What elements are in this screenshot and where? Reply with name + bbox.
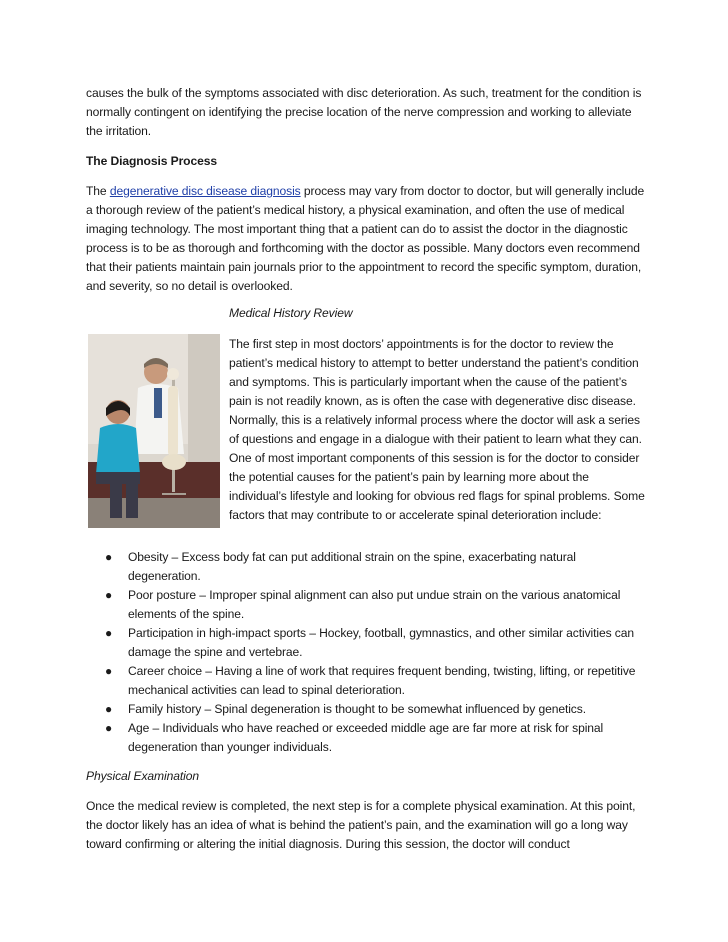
- diagnosis-rest: process may vary from doctor to doctor, but will generally include a thorough review of the patient’s medical history, a physical examination, and often the use of medical imaging technology. The most important thing that a patient can do to assist the doctor in the diagnostic process is to be as thorough and forthcoming with the doctor as possible. Many doctors even recommend that their patients maintain pain journals prior to the appointment to record the specific symptom, duration, and severity, so no detail is overlooked.: [86, 184, 645, 293]
- degenerative-disc-diagnosis-link[interactable]: degenerative disc disease diagnosis: [109, 184, 301, 198]
- list-item: [86, 662, 646, 700]
- diagnosis-heading: The Diagnosis Process: [86, 154, 217, 168]
- list-item-text: Participation in high-impact sports – Hockey, football, gymnastics, and other similar activities can damage the spine and vertebrae.: [128, 626, 634, 659]
- diagnosis-lead: The: [86, 184, 110, 198]
- list-item: [86, 719, 646, 757]
- bullet-icon: ●: [105, 702, 113, 716]
- list-item-text: Age – Individuals who have reached or exceeded middle age are far more at risk for spinal degeneration than younger individuals.: [128, 721, 604, 754]
- risk-factors-list: [86, 548, 646, 757]
- list-item: [86, 700, 646, 719]
- list-item: [86, 624, 646, 662]
- bullet-icon: ●: [105, 721, 113, 735]
- list-item-text: Career choice – Having a line of work that requires frequent bending, twisting, lifting, or repetitive mechanical activities can lead to spinal deterioration.: [128, 664, 636, 697]
- medical-history-heading: Medical History Review: [229, 306, 353, 320]
- list-item: [86, 548, 646, 586]
- physical-exam-heading: Physical Examination: [86, 769, 199, 783]
- list-item: [86, 586, 646, 624]
- intro-paragraph: causes the bulk of the symptoms associated with disc deterioration. As such, treatment for the condition is normally contingent on identifying the precise location of the nerve compression and working to alleviate the irritation.: [86, 86, 642, 138]
- diagnosis-paragraph: [86, 182, 646, 296]
- list-item-text: Poor posture – Improper spinal alignment can also put undue strain on the various anatomical elements of the spine.: [128, 588, 621, 621]
- doctor-patient-photo: [88, 334, 220, 528]
- bullet-icon: ●: [105, 626, 113, 640]
- bullet-icon: ●: [105, 664, 113, 678]
- list-item-text: Family history – Spinal degeneration is thought to be somewhat influenced by genetics.: [128, 702, 586, 716]
- list-item-text: Obesity – Excess body fat can put additional strain on the spine, exacerbating natural degeneration.: [128, 550, 576, 583]
- bullet-icon: ●: [105, 550, 113, 564]
- physical-exam-paragraph: Once the medical review is completed, the next step is for a complete physical examination. At this point, the doctor likely has an idea of what is behind the patient’s pain, and the examination will go a long way toward confirming or altering the initial diagnosis. During this session, the doctor will conduct: [86, 799, 636, 851]
- medical-history-paragraph: The first step in most doctors’ appointments is for the doctor to review the patient’s medical history to attempt to better understand the patient’s condition and symptoms. This is particularly important when the cause of the patient’s pain is not readily known, as is often the case with degenerative disc disease. Normally, this is a relatively informal process where the doctor will ask a series of questions and engage in a dialogue with their patient to learn what they can. One of most important components of this session is for the doctor to consider the potential causes for the patient’s pain by learning more about the individual’s lifestyle and looking for obvious red flags for spinal problems. Some factors that may contribute to or accelerate spinal deterioration include:: [229, 337, 645, 522]
- bullet-icon: ●: [105, 588, 113, 602]
